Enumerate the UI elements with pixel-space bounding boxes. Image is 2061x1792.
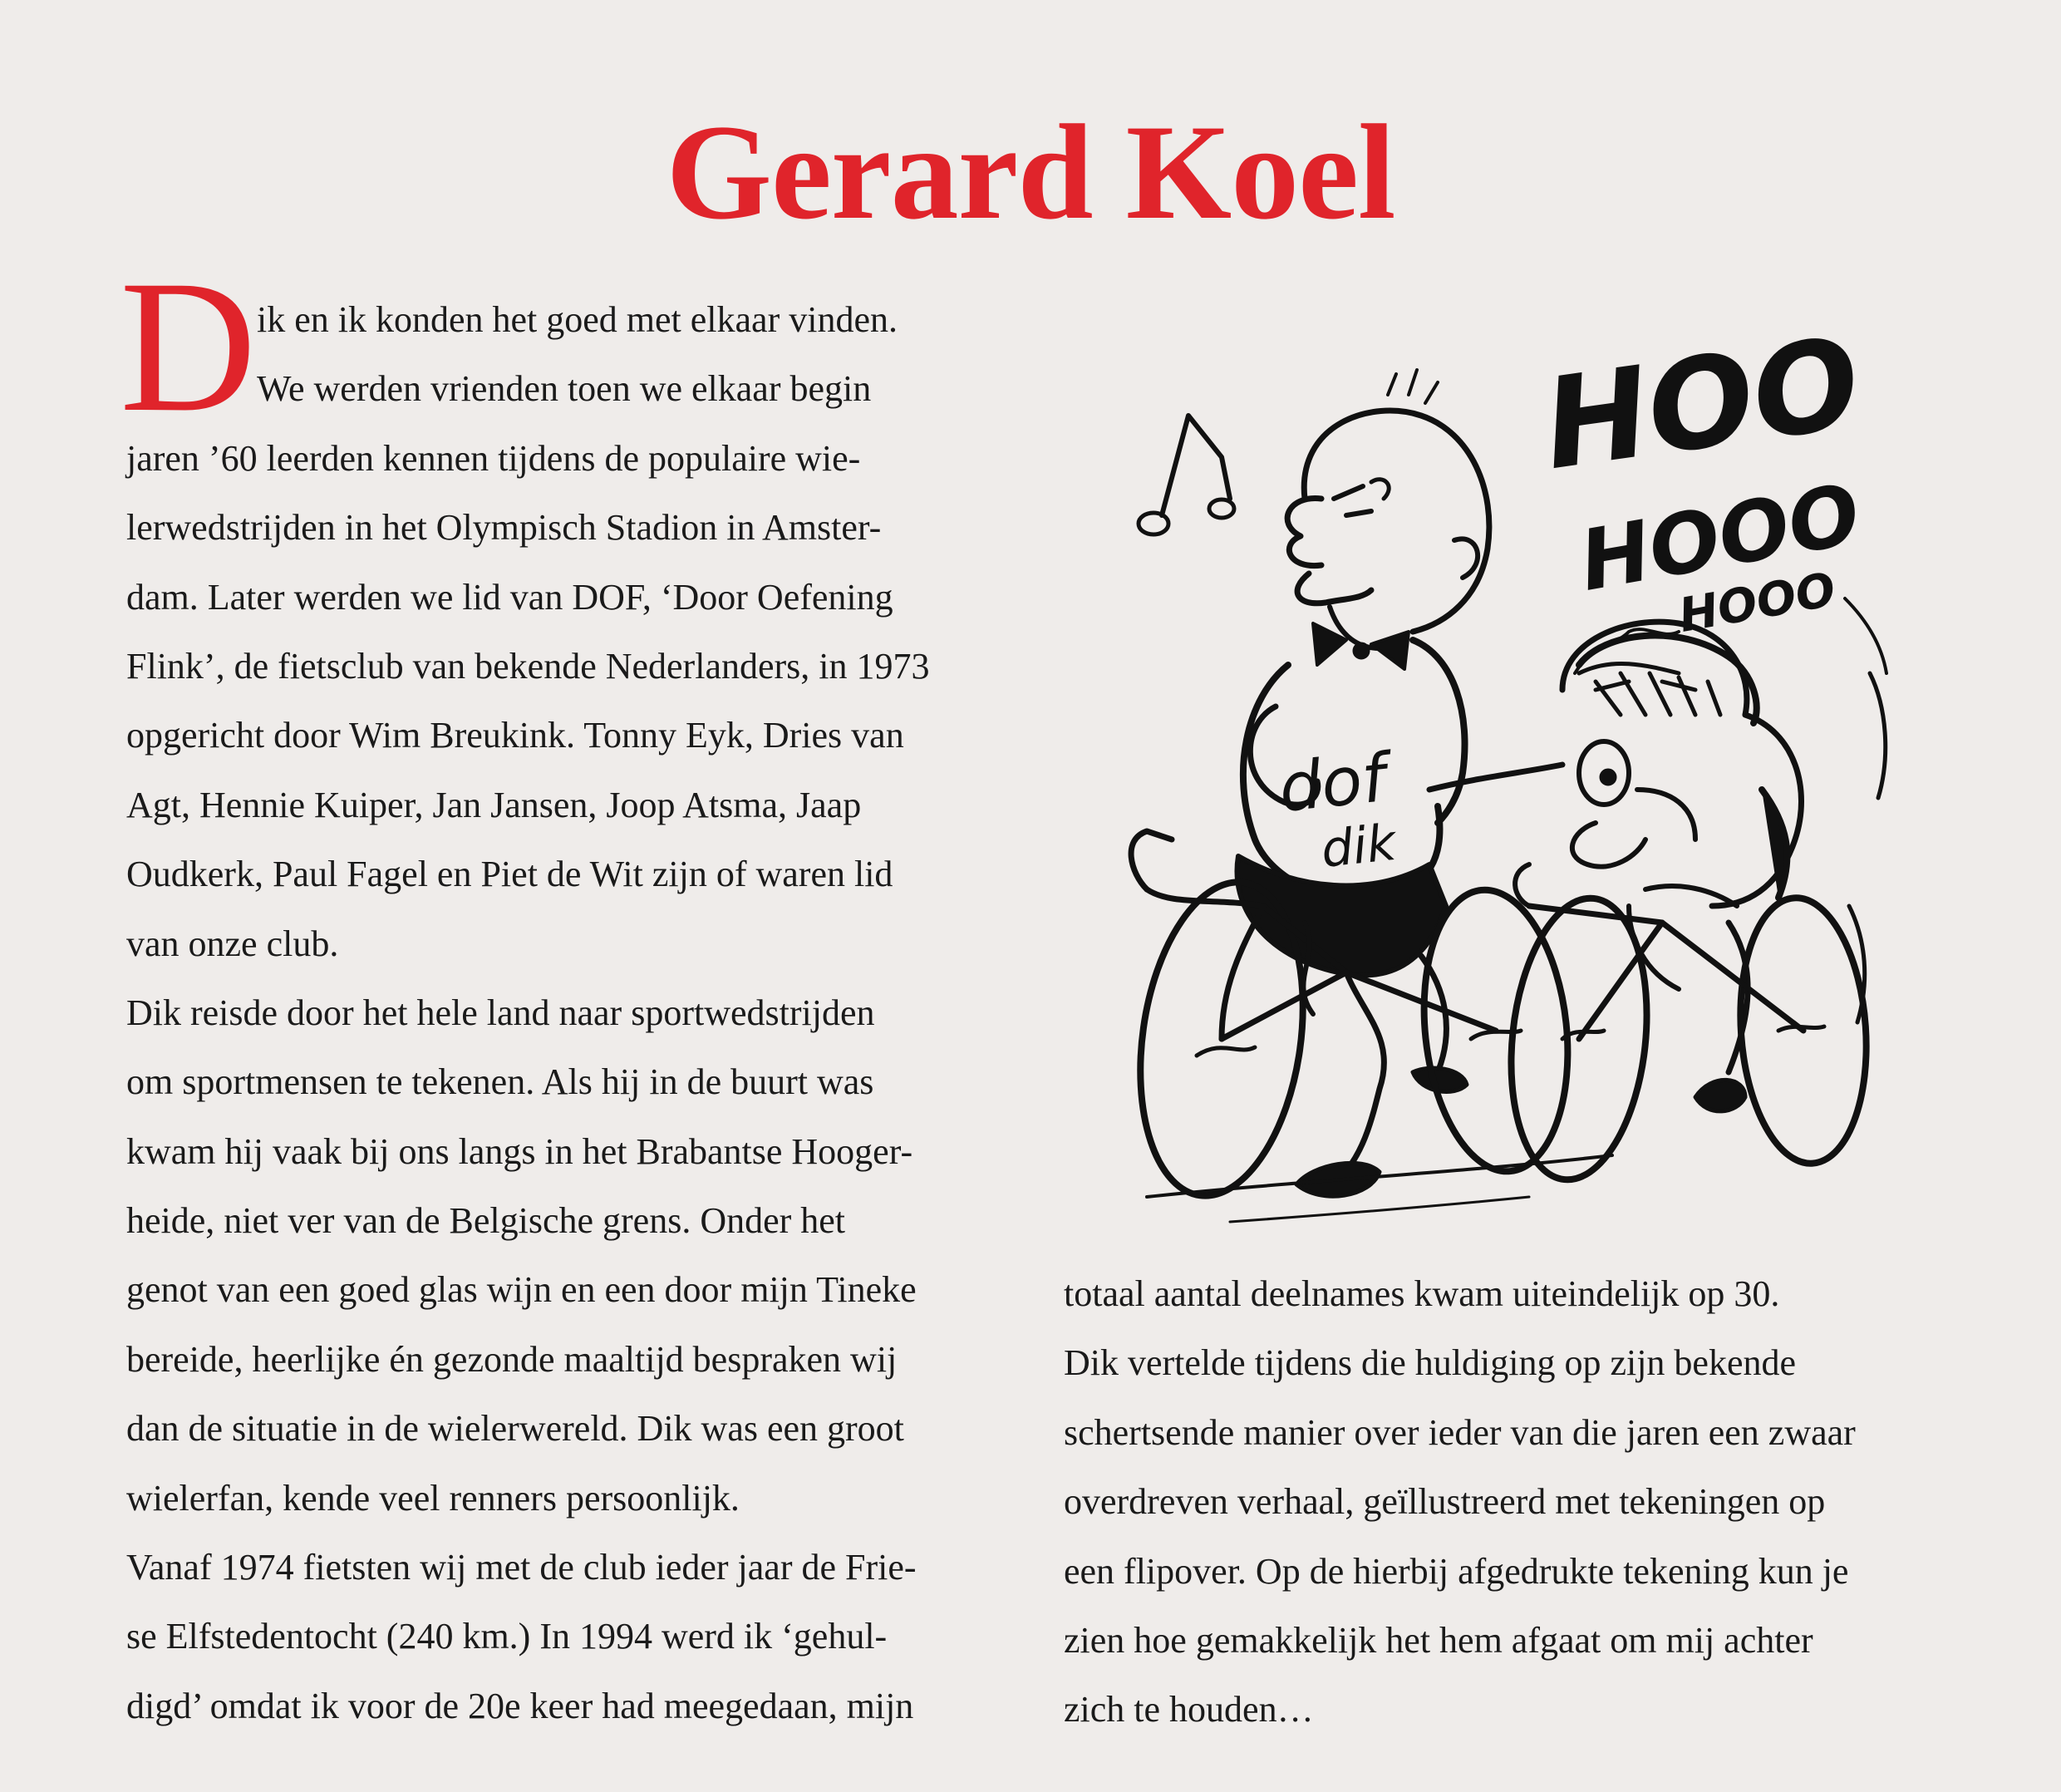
text-line: Agt, Hennie Kuiper, Jan Jansen, Joop Atsma, Jaap — [126, 784, 862, 825]
text-line: opgericht door Wim Breukink. Tonny Eyk, Dries van — [126, 715, 904, 756]
text-line: se Elfstedentocht (240 km.) In 1994 werd ik ‘gehul- — [126, 1616, 888, 1657]
text-line: ik en ik konden het goed met elkaar vinden. — [257, 299, 898, 340]
right-text-column — [1064, 1259, 1945, 1745]
text-line: kwam hij vaak bij ons langs in het Brabantse Hooger- — [126, 1130, 913, 1172]
text-line: zien hoe gemakkelijk het hem afgaat om mij achter — [1064, 1619, 1813, 1661]
shirt-text-dof: dof — [1275, 739, 1390, 828]
text-line: Dik reisde door het hele land naar sportwedstrijden — [126, 992, 875, 1033]
text-line: lerwedstrijden in het Olympisch Stadion in Amster- — [126, 507, 882, 549]
text-line: dam. Later werden we lid van DOF, ‘Door Oefening — [126, 576, 893, 618]
text-line: schertsende manier over ieder van die jaren een zwaar — [1064, 1411, 1856, 1453]
text-line: Dik vertelde tijdens die huldiging op zijn bekende — [1064, 1342, 1797, 1384]
text-line: totaal aantal deelnames kwam uiteindelijk op 30. — [1064, 1273, 1780, 1314]
text-line: Vanaf 1974 fietsten wij met de club ieder jaar de Frie- — [126, 1547, 917, 1588]
text-line: om sportmensen te tekenen. Als hij in de buurt was — [126, 1061, 874, 1103]
text-line: heide, niet ver van de Belgische grens. Onder het — [126, 1200, 846, 1242]
shout-text-3: HOOO — [1675, 562, 1840, 643]
text-line: We werden vrienden toen we elkaar begin — [257, 368, 872, 410]
text-line: overdreven verhaal, geïllustreerd met tekeningen op — [1064, 1481, 1826, 1523]
text-line: digd’ omdat ik voor de 20e keer had meegedaan, mijn — [126, 1685, 914, 1726]
text-line: genot van een goed glas wijn en een door mijn Tineke — [126, 1269, 917, 1311]
drop-cap: D — [120, 242, 257, 451]
text-line: een flipover. Op de hierbij afgedrukte tekening kun je — [1064, 1550, 1849, 1592]
text-line: zich te houden… — [1064, 1689, 1314, 1730]
page-title: Gerard Koel — [666, 97, 1395, 248]
text-line: Oudkerk, Paul Fagel en Piet de Wit zijn of waren lid — [126, 854, 893, 895]
text-line: jaren ’60 leerden kennen tijdens de populaire wie- — [126, 437, 861, 479]
shout-text-2: HOOO !! — [1572, 446, 1895, 610]
cartoon-drawing — [1097, 324, 1895, 1247]
text-line: Flink’, de fietsclub van bekende Nederlanders, in 1973 — [126, 645, 930, 687]
text-line: dan de situatie in de wielerwereld. Dik was een groot — [126, 1408, 904, 1450]
shirt-text-dik: dik — [1318, 813, 1399, 879]
text-line: wielerfan, kende veel renners persoonlijk. — [126, 1477, 740, 1519]
text-line: van onze club. — [126, 923, 339, 964]
cyclists-cartoon — [1097, 324, 1895, 1247]
shout-text-1: HOO ! — [1535, 324, 1895, 499]
left-text-column — [126, 285, 1007, 1740]
text-line: bereide, heerlijke én gezonde maaltijd bespraken wij — [126, 1338, 898, 1380]
